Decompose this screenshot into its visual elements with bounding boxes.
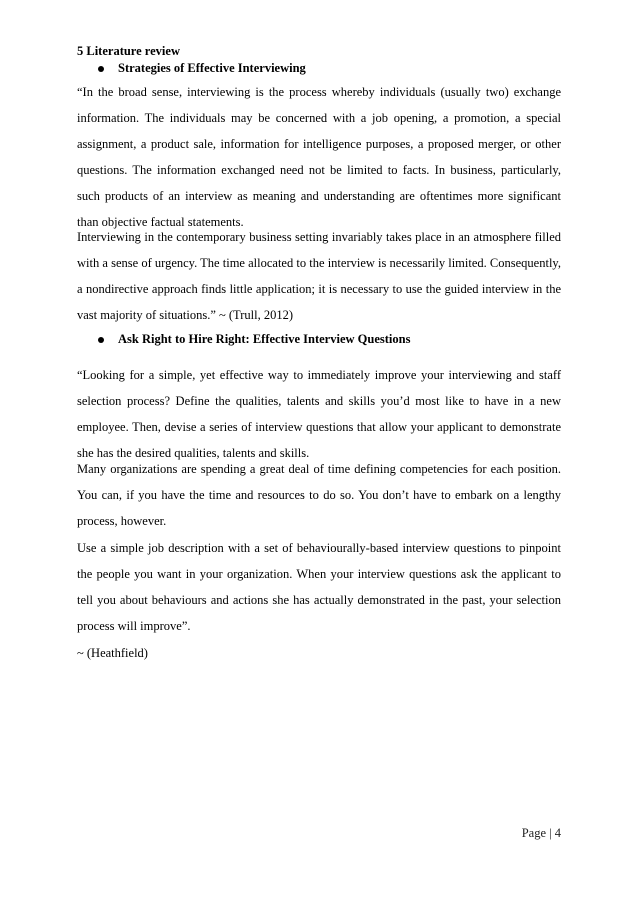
- paragraph-interviewing-urgency: Interviewing in the contemporary business setting invariably takes place in an atmosphere filled with a sense of urgency. The time allocated to the interview is necessarily limited. Consequently, a nondirective approach finds little application; it is necessary to use the guided interview in the vast majority of situations.” ~ (Trull, 2012): [77, 230, 561, 322]
- paragraph-interviewing-definition: “In the broad sense, interviewing is the process whereby individuals (usually two) exchange information. The individuals may be concerned with a job opening, a promotion, a special assignment, a product sale, information for intelligence purposes, a proposed merger, or other questions. The information exchanged need not be limited to facts. In business, particularly, such products of an interview as meaning and understanding are oftentimes more significant than objective factual statements.: [77, 85, 561, 229]
- bullet-label: Strategies of Effective Interviewing: [118, 61, 306, 75]
- citation-heathfield: ~ (Heathfield): [77, 646, 148, 660]
- bullet-dot-icon: [98, 337, 104, 343]
- paragraph-job-description: Use a simple job description with a set of behaviourally-based interview questions to pinpoint the people you want in your organization. When your interview questions ask the applicant to tell you about behaviours and actions she has actually demonstrated in the past, your selection process will improve”.: [77, 541, 561, 633]
- bullet-dot-icon: [98, 66, 104, 72]
- section-heading: 5 Literature review: [77, 44, 180, 58]
- paragraph-organizations: Many organizations are spending a great deal of time defining competencies for each position. You can, if you have the time and resources to do so. You don’t have to embark on a lengthy process, however.: [77, 462, 561, 528]
- bullet-item-strategies: [77, 61, 306, 76]
- page-number-footer: Page | 4: [521, 826, 561, 840]
- paragraph-looking-for: “Looking for a simple, yet effective way to immediately improve your interviewing and staff selection process? Define the qualities, talents and skills you’d most like to have in a new employee. Then, devise a series of interview questions that allow your applicant to demonstrate she has the desired qualities, talents and skills.: [77, 368, 561, 460]
- bullet-item-ask-right: [77, 332, 410, 347]
- bullet-label: Ask Right to Hire Right: Effective Interview Questions: [118, 332, 411, 346]
